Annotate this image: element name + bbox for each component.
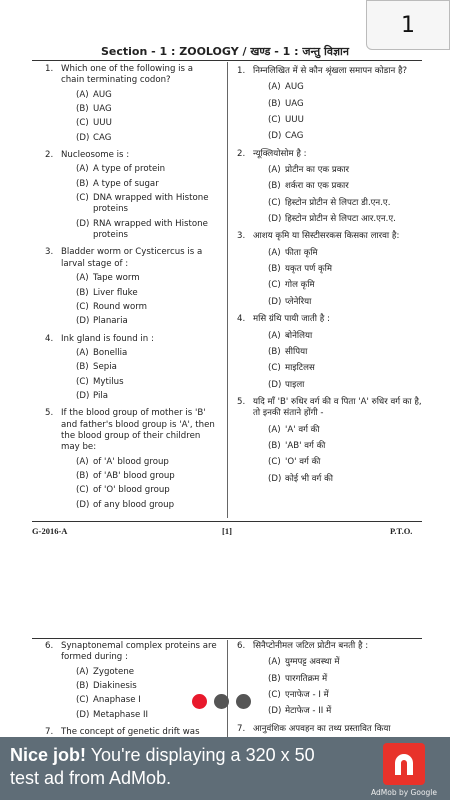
option-letter: (A) [76,89,89,100]
page-dot-2[interactable] [214,694,229,709]
option-letter: (B) [268,673,281,684]
option-text: Zygotene [93,666,135,677]
option-letter: (D) [76,499,90,510]
question-number: 5. [45,408,54,419]
option-text: पाइला [285,379,305,390]
answer-option [76,667,217,678]
option-text: DNA wrapped with Histone proteins [93,193,209,215]
question-number: 2. [45,150,54,161]
option-text: Liver fluke [93,287,138,298]
answer-option [76,710,217,721]
option-text: प्लेनेरिया [285,296,312,307]
option-letter: (D) [268,473,282,484]
question-text: आनुवंशिक अपवहन का तथ्य प्रस्तावित किया [253,723,391,734]
option-text: UAG [285,98,304,109]
question-text: मसि ग्रंथि पायी जाती है : [253,314,330,325]
answer-option [76,133,217,144]
question-text: The concept of genetic drift was [61,727,200,738]
option-letter: (B) [76,287,89,298]
question-item [45,334,217,403]
option-letter: (B) [76,470,89,481]
answer-option [268,674,422,685]
option-letter: (D) [268,296,282,307]
option-letter: (C) [76,301,89,312]
question-number: 2. [237,148,246,159]
option-text: Pila [93,390,109,401]
answer-option [268,131,422,142]
answer-option [268,425,422,436]
question-item [237,314,422,391]
option-text: UUU [93,118,112,129]
answer-option [76,288,217,299]
option-text: RNA wrapped with Histone proteins [93,218,208,241]
question-text: Ink gland is found in : [61,333,154,344]
answer-option [268,331,422,342]
answer-option [268,474,422,485]
bottom-rule [32,521,422,522]
answer-option [268,198,422,209]
question-text: If the blood group of mother is 'B' and father's blood group is 'A', then the blood group of their children may be: [61,408,215,453]
question-text: यदि माँ 'B' रुधिर वर्ग की व पिता 'A' रुधिर वर्ग का है, तो इनकी संताने होंगी - [253,396,422,419]
option-text: बोनेलिया [285,330,313,341]
question-number: 5. [237,396,246,407]
option-letter: (C) [268,363,281,374]
answer-option [76,118,217,129]
answer-option [268,264,422,275]
option-text: 'A' वर्ग की [285,424,320,435]
option-letter: (D) [268,379,282,390]
option-letter: (D) [268,214,282,225]
option-letter: (A) [268,82,281,93]
answer-option [268,441,422,452]
answer-option [268,99,422,110]
question-item [45,150,217,241]
option-letter: (A) [268,424,281,435]
answer-option [76,681,217,692]
page2-column-divider [227,640,228,737]
question-item [237,641,422,718]
top-rule [32,60,422,61]
question-item [237,397,422,485]
option-text: शर्करा का एक प्रकार [285,181,349,192]
option-letter: (A) [268,165,281,176]
answer-option [76,302,217,313]
option-letter: (C) [268,690,281,701]
option-letter: (C) [268,197,281,208]
option-letter: (B) [76,178,89,189]
answer-option [76,193,217,216]
answer-option [76,500,217,511]
question-item [237,231,422,308]
ad-banner[interactable] [0,737,450,800]
questions-english-page2 [45,641,217,744]
question-item [237,724,422,735]
question-text: Bladder worm or Cysticercus is a larval stage of : [61,247,203,269]
option-text: कोई भी वर्ग की [285,473,333,484]
answer-option [76,273,217,284]
answer-option [76,316,217,327]
pto-label: P.T.O. [390,526,413,536]
ad-body: You're displaying a 320 x 50 test ad from AdMob. [10,745,315,788]
option-letter: (A) [76,456,89,467]
option-text: CAG [93,132,112,143]
question-text: न्यूक्लियोसोम है : [253,148,307,159]
option-text: सीपिया [285,346,308,357]
answer-option [76,362,217,373]
question-number: 1. [45,64,54,74]
question-number: 7. [45,727,54,738]
option-text: हिस्टोन प्रोटीन से लिपटा आर.एन.ए. [285,214,396,225]
option-letter: (D) [268,706,282,717]
option-letter: (A) [76,666,89,677]
page-dot-3[interactable] [236,694,251,709]
question-number: 4. [45,333,54,344]
answer-option [268,657,422,668]
option-letter: (C) [76,376,89,387]
answer-option [76,471,217,482]
option-text: यकृत पर्ण कृमि [285,264,333,275]
option-letter: (B) [268,264,281,275]
option-letter: (C) [268,457,281,468]
answer-option [268,380,422,391]
answer-option [268,363,422,374]
question-item [45,408,217,511]
option-text: Bonellia [93,347,128,358]
answer-option [268,297,422,308]
option-text: 'AB' वर्ग की [285,440,326,451]
answer-option [268,248,422,259]
option-text: Round worm [93,301,147,312]
answer-option [76,348,217,359]
page-indicator [192,694,251,709]
page-number-badge: 1 [366,0,450,50]
option-letter: (B) [76,104,89,115]
questions-hindi [237,66,422,491]
paper-code: G-2016-A [32,526,68,536]
option-text: Anaphase I [93,695,141,706]
question-item [45,247,217,327]
question-number: 3. [237,231,246,242]
ad-attribution: AdMob by Google [371,788,437,797]
option-text: of 'AB' blood group [93,470,175,481]
option-letter: (D) [76,132,90,143]
question-text: Which one of the following is a chain terminating codon? [61,64,194,86]
ad-text [10,744,340,789]
answer-option [76,391,217,402]
option-text: UAG [93,104,112,115]
answer-option [76,90,217,101]
option-text: युग्मपट्ट अवस्था में [285,657,340,668]
question-number: 4. [237,314,246,325]
question-number: 3. [45,247,54,258]
answer-option [268,181,422,192]
option-text: पारगतिक्रम में [285,673,328,684]
answer-option [268,690,422,701]
option-letter: (C) [76,193,89,204]
option-letter: (B) [268,346,281,357]
question-text: सिनैप्टोनीमल जटिल प्रोटीन बनती है : [253,641,369,651]
option-text: एनाफेज - I में [285,690,329,701]
option-letter: (C) [76,485,89,496]
answer-option [268,115,422,126]
questions-hindi-page2 [237,641,422,741]
option-letter: (C) [76,118,89,129]
answer-option [268,706,422,717]
option-letter: (B) [76,681,89,692]
answer-option [268,347,422,358]
option-letter: (A) [268,247,281,258]
answer-option [268,280,422,291]
option-text: Planaria [93,316,128,327]
option-text: of 'A' blood group [93,456,169,467]
answer-option [268,214,422,225]
option-letter: (B) [268,440,281,451]
question-number: 6. [45,641,54,651]
answer-option [76,457,217,468]
option-letter: (C) [268,280,281,291]
question-item [237,66,422,143]
option-letter: (C) [268,115,281,126]
option-letter: (B) [76,362,89,373]
option-text: of any blood group [93,499,175,510]
option-text: CAG [285,131,304,142]
option-text: Diakinesis [93,681,137,692]
page2-top-rule [32,638,422,639]
option-letter: (B) [268,98,281,109]
option-letter: (A) [76,164,89,175]
option-text: गोल कृमि [285,280,315,291]
question-text: Synaptonemal complex proteins are formed during : [61,641,217,663]
option-letter: (D) [76,709,90,720]
admob-logo-icon [383,743,425,785]
question-text: Nucleosome is : [61,150,130,161]
answer-option [76,377,217,388]
option-letter: (C) [76,695,89,706]
answer-option [268,82,422,93]
admob-block[interactable] [358,737,450,800]
option-letter: (D) [268,131,282,142]
option-text: Sepia [93,362,117,373]
option-text: UUU [285,115,304,126]
option-text: हिस्टोन प्रोटीन से लिपटा डी.एन.ए. [285,197,391,208]
answer-option [76,179,217,190]
option-text: 'O' वर्ग की [285,457,321,468]
questions-english [45,64,217,517]
option-text: A type of sugar [93,178,159,189]
option-text: Metaphase II [93,709,149,720]
option-letter: (D) [76,316,90,327]
answer-option [76,485,217,496]
option-letter: (D) [76,218,90,229]
question-item [45,641,217,721]
option-letter: (B) [268,181,281,192]
option-text: फीता कृमि [285,247,318,258]
option-text: AUG [93,89,112,100]
option-letter: (A) [268,330,281,341]
question-item [237,149,422,226]
option-letter: (D) [76,390,90,401]
question-text: निम्नलिखित में से कौन श्रृंखला समापन कोडान है? [253,66,408,76]
answer-option [76,104,217,115]
question-number: 7. [237,723,246,734]
section-title: Section - 1 : ZOOLOGY / खण्ड - 1 : जन्तु विज्ञान [101,45,349,58]
option-letter: (A) [76,347,89,358]
answer-option [76,164,217,175]
question-item [45,64,217,144]
question-number: 1. [237,66,246,76]
ad-headline: Nice job! [10,745,87,765]
option-text: प्रोटीन का एक प्रकार [285,165,350,176]
option-letter: (A) [76,273,89,284]
page-dot-1[interactable] [192,694,207,709]
answer-option [76,219,217,242]
column-divider [227,62,228,518]
option-text: of 'O' blood group [93,485,170,496]
question-number: 6. [237,641,246,651]
answer-option [268,457,422,468]
option-text: Mytilus [93,376,124,387]
option-text: मेटाफेज - II में [285,706,332,717]
page-marker: [1] [222,526,232,536]
option-text: A type of protein [93,164,166,175]
option-text: माइटिलस [285,363,315,374]
answer-option [268,165,422,176]
option-text: AUG [285,82,304,93]
question-text: आशय कृमि या सिस्टीसरकस किसका लारवा है: [253,231,400,242]
option-text: Tape worm [93,273,140,284]
option-letter: (A) [268,657,281,668]
